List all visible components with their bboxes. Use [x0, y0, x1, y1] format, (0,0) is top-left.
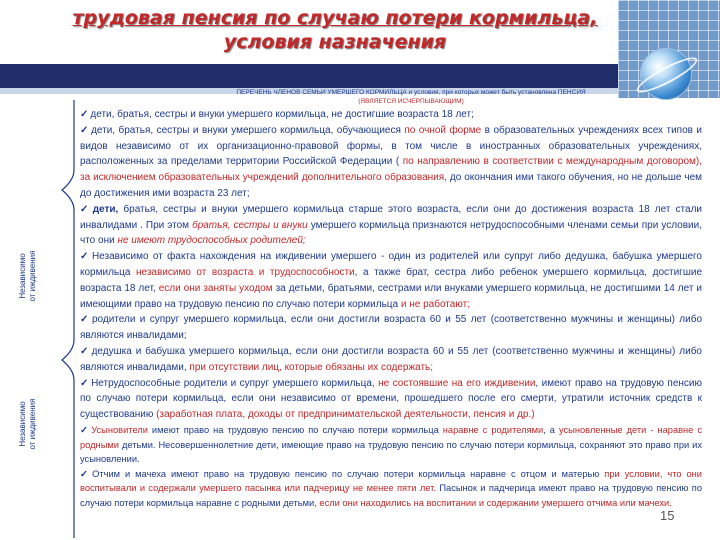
item-text-highlight: при отсутствии лиц, которые обязаны их содержать;	[189, 361, 434, 373]
check-icon: ✓	[80, 203, 91, 215]
item-text-highlight: наравне с родителями	[442, 424, 544, 435]
check-icon: ✓	[80, 377, 90, 389]
item-text: Независимо от факта нахождения на иждивении умершего - один из родителей или супруг либо дедушка, бабушка умершего кормильца	[80, 251, 702, 278]
list-item	[80, 423, 702, 467]
side-label-1-line-2: от иждивения	[28, 250, 37, 302]
item-text: братья, сестры и внуки умершего кормильца старше этого возраста, если они до достижения возраста 18 лет стали инвалидами . При этом	[80, 203, 702, 231]
item-text: , до окончания ими такого обучения, но не дольше чем до достижения ими возраста 23 лет;	[80, 172, 703, 199]
item-text: Пасынок и падчерица имеют право на трудовую пенсию по случаю потери кормильца наравне с родными детьми,	[80, 483, 702, 508]
item-text-highlight: если они находились на воспитании и содержании умершего отчима или мачехи.	[319, 497, 672, 508]
item-text-highlight: при условии, что они воспитывали и содержали умершего пасынка или падчерицу не менее пяти лет.	[80, 468, 702, 494]
side-label-2	[18, 384, 38, 464]
item-text-highlight: усыновленные дети - наравне с родными	[80, 424, 703, 450]
item-text: родители и супруг умершего кормильца, если они достигли возраста 60 и 55 лет (соответственно мужчины и женщины) либо являются инвалидами;	[80, 314, 702, 342]
item-text: , а	[543, 424, 559, 435]
check-icon: ✓	[80, 251, 90, 263]
item-text: Нетрудоспособные родители и супруг умершего кормильца,	[91, 377, 379, 389]
list-item	[80, 249, 702, 312]
item-text-bold: дети,	[92, 203, 119, 215]
item-text: , имеют право на трудовую пенсию по случаю потери кормильца, если они независимо от времени, прошедшего после его смерти, утратили источник средств к существованию	[80, 377, 702, 421]
item-text-highlight: братья, сестры и внуки	[192, 219, 308, 231]
side-label-1	[18, 236, 38, 316]
check-icon: ✓	[80, 345, 90, 357]
check-icon: ✓	[80, 424, 90, 435]
title-line-1: трудовая пенсия по случаю потери кормильца,	[72, 7, 598, 29]
content	[80, 88, 702, 511]
list-header	[80, 88, 702, 107]
side-label-1-line-1: Независимо	[18, 253, 27, 299]
item-text-highlight: не имеют трудоспособных родителей;	[117, 235, 306, 247]
list-item	[80, 202, 702, 249]
page-number: 15	[660, 508, 675, 523]
item-text-highlight: независимо от возраста и трудоспособности	[135, 266, 355, 278]
item-text-highlight: по направлению в соответствии с международным договором), за исключением образовательных учреждений дополнительного образования	[80, 156, 703, 184]
list-item	[80, 376, 702, 423]
item-text: дедушка и бабушка умершего кормильца, если они достигли возраста 60 и 55 лет (соответственно мужчины и женщины) либо являются инвалидами,	[80, 345, 702, 373]
list-item	[80, 107, 702, 123]
item-text-highlight: не состоявшие на его иждивении	[378, 377, 536, 389]
side-label-2-line-1: Независимо	[18, 401, 27, 447]
page-title	[40, 6, 630, 54]
item-text: дети, братья, сестры и внуки умершего кормильца, обучающиеся	[91, 124, 405, 136]
list-item	[80, 123, 702, 202]
item-text-highlight: по очной форме	[404, 124, 482, 136]
list-item	[80, 467, 702, 511]
item-text-highlight: Усыновители	[91, 424, 148, 435]
check-icon: ✓	[80, 109, 89, 120]
item-text: имеют право на трудовую пенсию по случаю потери кормильца	[147, 424, 443, 435]
side-label-2-line-2: от иждивения	[28, 398, 37, 450]
item-text: за детьми, братьями, сестрами или внуками умершего кормильца, не достигшими 14 лет и имеющими право на трудовую пенсию по случаю потери кормильца	[80, 282, 702, 310]
title-line-2: условия назначения	[223, 31, 447, 53]
item-text-highlight: и не работают;	[400, 298, 470, 310]
item-text: умершего кормильца признаются нетрудоспособными членами семьи при условии, что они	[80, 219, 702, 247]
item-text-highlight: если они заняты уходом	[158, 282, 273, 294]
check-icon: ✓	[80, 468, 91, 479]
item-text-highlight: (заработная плата, доходы от предпринимательской деятельности, пенсия и др.)	[156, 409, 535, 421]
item-text: , а также брат, сестра либо ребенок умершего кормильца, достигшие возраста 18 лет,	[80, 266, 703, 294]
list-item	[80, 312, 702, 344]
item-text: детьми. Несовершеннолетние дети, имеющие право на трудовую пенсию по случаю потери кормильца, сохраняют это право при их усыновлении.	[80, 439, 702, 465]
item-text: дети, братья, сестры и внуки умершего кормильца, не достигшие возраста 18 лет;	[90, 109, 474, 120]
header	[0, 0, 720, 98]
list-item	[80, 344, 702, 376]
item-text: Отчим и мачеха имеют право на трудовую пенсию по случаю потери кормильца наравне с отцом и матерью	[92, 468, 605, 479]
side-braces	[50, 98, 82, 540]
check-icon: ✓	[80, 124, 90, 136]
list-header-line-1: ПЕРЕЧЕНЬ ЧЛЕНОВ СЕМЬИ УМЕРШЕГО КОРМИЛЬЦА и условия, при которых может быть установлена ПЕНСИЯ	[236, 89, 586, 96]
check-icon: ✓	[80, 314, 90, 326]
header-band	[0, 64, 720, 88]
item-text: в образовательных учреждениях всех типов и видов независимо от их организационно-правовой формы, в том числе в иностранных образовательных учреждениях, расположенных за пределами территории Российской Федерации (	[80, 124, 702, 168]
list-header-line-2: (ЯВЛЯЕТСЯ ИСЧЕРПЫВАЮЩИМ)	[358, 98, 464, 105]
